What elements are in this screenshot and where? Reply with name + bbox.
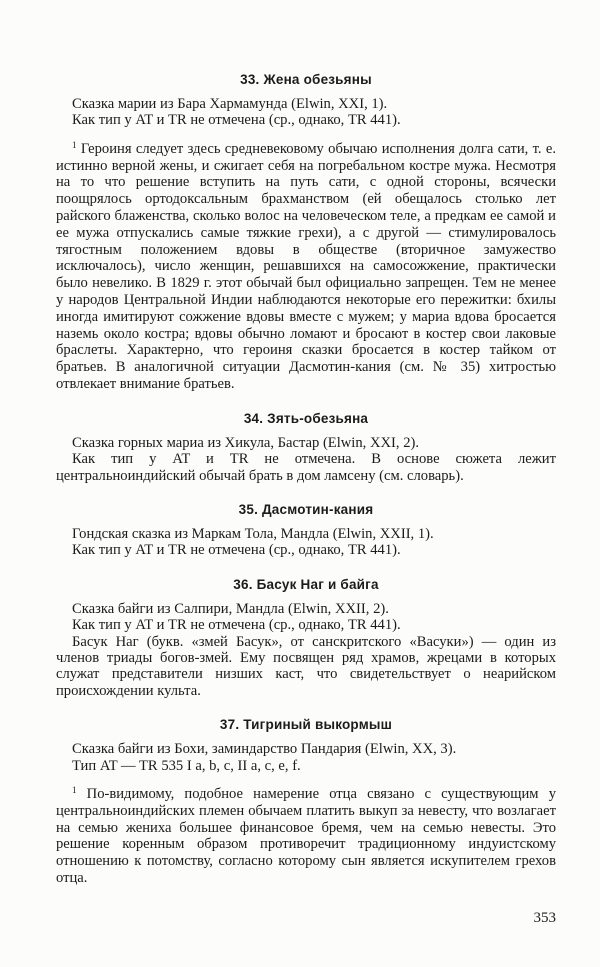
section-37: [56, 717, 556, 887]
type-line: Как тип у AT и TR не отмечена. В основе сюжета лежит центральноиндийский обычай брать в дом ламсену (см. словарь).: [56, 451, 556, 484]
type-line: Как тип у AT и TR не отмечена (ср., однако, TR 441).: [72, 542, 401, 559]
source-line: Гондская сказка из Маркам Тола, Мандла (Elwin, XXII, 1).: [72, 525, 434, 542]
section-title: 35. Дасмотин-кания: [238, 501, 374, 517]
source-line: Сказка байги из Бохи, заминдарство Пандария (Elwin, XX, 3).: [72, 741, 457, 758]
footnote: [56, 141, 556, 393]
page-number: 353: [533, 909, 556, 926]
section-title: 37. Тигриный выкормыш: [219, 717, 393, 733]
section-title: 33. Жена обезьяны: [240, 72, 372, 87]
footnote-mark: 1: [72, 139, 77, 150]
footnote-text: Героиня следует здесь средневековому обычаю исполнения долга сати, т. е. истинно верной жены, и сжигает себя на погребальном костре мужа. Несмотря на то что решение вступить на путь сати, с одной стороны, всячески поощрялось ортодоксальным брахманством (ей обещалось столько лет райского блаженства, сколько волос на человеческом теле, а предкам ее самой и ее мужа отпускались самые тяжкие грехи), а с другой — стимулировалось тягостным положением вдовы в обществе (вторичное замужество исключалось), число женщин, решавшихся на самосожжение, практически было невелико. В 1829 г. этот обычай был официально запрещен. Тем не менее у народов Центральной Индии наблюдаются некоторые его пережитки: бхилы иногда имитируют сожжение вдовы вместе с мужем; у мариа вдова бросается наземь около костра; вдовы обычно ломают и бросают в костер свои лаковые браслеты. Характерно, что героиня сказки бросается в костер тайком от братьев. В аналогичной ситуации Дасмотин-кания (см. № 35) хитростью отвлекает внимание братьев.: [56, 140, 556, 392]
source-line: Сказка горных мариа из Хикула, Бастар (Elwin, XXI, 2).: [72, 434, 419, 451]
section-title: 36. Басук Наг и байга: [233, 576, 379, 592]
type-line: Как тип у AT и TR не отмечена (ср., однако, TR 441).: [72, 112, 401, 129]
section-title: 34. Зять-обезьяна: [243, 410, 369, 426]
section-33: [56, 72, 556, 393]
footnote-text: По-видимому, подобное намерение отца связано с существующим у центральноиндийских племен обычаем платить выкуп за невесту, что возлагает на семью жениха большее финансовое бремя, чем на семью невесты. Это решение коренным образом противоречит традиционному индуистскому отношению к потомству, согласно которому сын является искупителем грехов отца.: [56, 786, 556, 887]
footnote-mark: 1: [72, 785, 77, 796]
type-line: Как тип у AT и TR не отмечена (ср., однако, TR 441).: [72, 617, 401, 634]
commentary: Басук Наг (букв. «змей Басук», от санскритского «Васуки») — один из членов триады богов-змей. Ему посвящен ряд храмов, жрецами в которых служат представители низших каст, что свидетельствует о неарийском происхождении культа.: [56, 633, 556, 699]
section-36: [56, 577, 556, 699]
source-line: Сказка марии из Бара Хармамунда (Elwin, XXI, 1).: [72, 96, 388, 112]
source-line: Сказка байги из Салпири, Мандла (Elwin, XXII, 2).: [72, 600, 389, 617]
section-35: [56, 502, 556, 559]
type-line: Тип AT — TR 535 I a, b, c, II a, c, e, f.: [72, 757, 301, 774]
section-34: [56, 411, 556, 484]
